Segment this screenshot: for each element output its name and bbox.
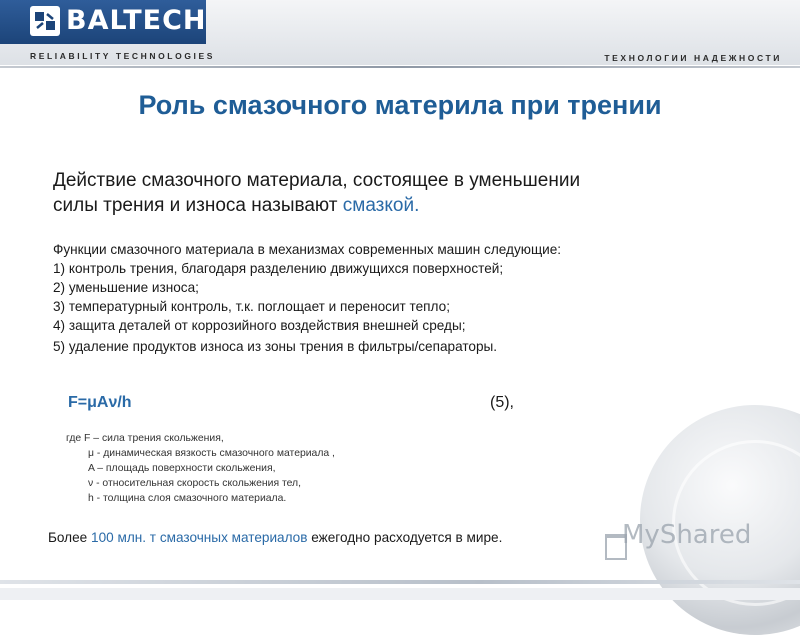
list-item: 3) температурный контроль, т.к. поглощает и переносит тепло; xyxy=(53,299,450,314)
slide-title: Роль смазочного материла при трении xyxy=(138,90,662,120)
intro-line-2-prefix: силы трения и износа называют xyxy=(53,195,343,216)
logo-text: BALTECH xyxy=(66,5,207,36)
list-item: 2) уменьшение износа; xyxy=(53,280,199,295)
legend-line: A – площадь поверхности скольжения, xyxy=(88,463,276,474)
list-item: 5) удаление продуктов износа из зоны трения в фильтры/сепараторы. xyxy=(53,339,498,354)
footer-divider xyxy=(0,580,800,584)
intro-line-1: Действие смазочного материала, состоящее в уменьшении xyxy=(53,170,581,191)
legend-line: ν - относительная скорость скольжения тел, xyxy=(88,478,301,489)
legend-line: h - толщина слоя смазочного материала. xyxy=(88,493,287,504)
watermark: MyShared xyxy=(622,520,752,550)
formula-legend xyxy=(66,431,486,506)
legend-line: μ - динамическая вязкость смазочного материала , xyxy=(88,448,335,459)
logo xyxy=(0,0,206,44)
intro-text xyxy=(53,168,753,218)
list-item: 1) контроль трения, благодаря разделению движущихся поверхностей; xyxy=(53,261,504,276)
summary-suffix: ежегодно расходуется в мире. xyxy=(307,530,503,545)
summary-accent: 100 млн. т смазочных материалов xyxy=(91,530,308,545)
list-item: 4) защита деталей от коррозийного воздействия внешней среды; xyxy=(53,318,466,333)
intro-term: смазкой. xyxy=(342,195,420,216)
friction-formula: F=μAν/h xyxy=(68,394,132,411)
summary-line xyxy=(48,530,502,545)
functions-list xyxy=(53,240,773,356)
equation-number: (5), xyxy=(490,394,514,411)
legend-line: где F – сила трения скольжения, xyxy=(66,433,224,444)
header-divider xyxy=(0,66,800,68)
header xyxy=(0,0,800,65)
logo-icon xyxy=(30,6,60,36)
tagline-english: RELIABILITY TECHNOLOGIES xyxy=(30,51,216,61)
footer-strip xyxy=(0,588,800,600)
tagline-russian: ТЕХНОЛОГИИ НАДЕЖНОСТИ xyxy=(604,53,782,63)
intro-line-2 xyxy=(53,193,753,218)
summary-prefix: Более xyxy=(48,530,92,545)
functions-heading: Функции смазочного материала в механизмах современных машин следующие: xyxy=(53,242,562,257)
